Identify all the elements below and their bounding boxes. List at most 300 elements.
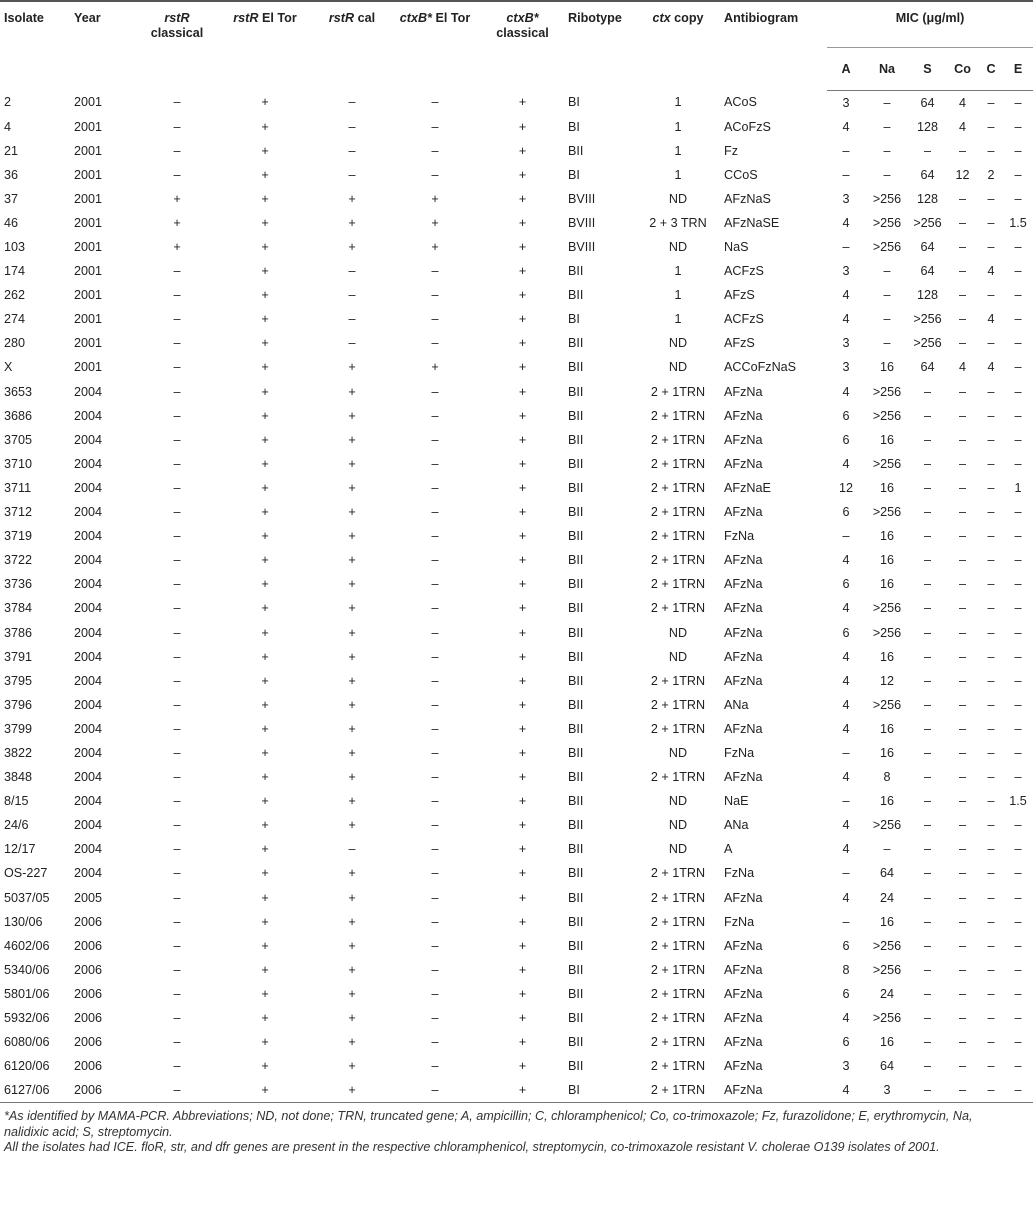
table-cell: 6 <box>842 577 850 592</box>
col-isolate: Isolate <box>0 1 70 90</box>
table-cell: + <box>518 649 527 664</box>
table-cell: BII <box>568 360 584 375</box>
table-cell: BVIII <box>568 240 596 255</box>
table-cell: + <box>518 890 527 905</box>
table-cell: – <box>958 577 966 592</box>
table-cell: 2 + 1TRN <box>650 866 706 881</box>
table-cell: >256 <box>913 336 942 351</box>
table-cell: 130/06 <box>4 914 43 929</box>
table-cell: – <box>923 914 931 929</box>
table-cell: – <box>1014 914 1022 929</box>
table-cell: 2001 <box>74 288 103 303</box>
table-cell: + <box>431 360 439 375</box>
table-cell: – <box>173 336 181 351</box>
table-cell: >256 <box>872 505 902 520</box>
table-cell: – <box>987 914 995 929</box>
table-cell: 5340/06 <box>4 962 50 977</box>
table-cell: 4 <box>842 1011 850 1026</box>
table-cell: – <box>842 866 850 881</box>
table-cell: – <box>431 312 439 327</box>
table-cell: – <box>1014 986 1022 1001</box>
table-cell: – <box>348 167 356 182</box>
table-cell: – <box>431 818 439 833</box>
table-cell: 4 <box>842 649 850 664</box>
table-cell: – <box>1003 1078 1033 1103</box>
table-cell: 2 + 1TRN <box>650 1011 706 1026</box>
table-cell: – <box>958 191 966 206</box>
table-row <box>0 693 1033 717</box>
table-cell: – <box>958 842 966 857</box>
table-cell: BII <box>568 505 584 520</box>
table-cell: – <box>173 1059 181 1074</box>
table-cell: + <box>518 215 527 230</box>
table-cell: NaE <box>724 794 749 809</box>
table-cell: 4602/06 <box>4 938 50 953</box>
table-cell: + <box>261 938 269 953</box>
table-cell: 2 + 1TRN <box>650 962 706 977</box>
table-cell: – <box>431 890 439 905</box>
table-cell: – <box>1014 264 1022 279</box>
table-cell: 2001 <box>74 360 103 375</box>
table-cell: AFzNa <box>724 1059 763 1074</box>
table-cell: BII <box>568 914 584 929</box>
table-cell: + <box>518 818 527 833</box>
table-cell: + <box>518 143 527 158</box>
table-cell: – <box>431 1011 439 1026</box>
table-cell: 2 + 1TRN <box>650 408 706 423</box>
table-cell: + <box>518 384 527 399</box>
table-cell: – <box>842 167 850 182</box>
table-cell: + <box>518 842 527 857</box>
table-cell: – <box>1014 360 1022 375</box>
table-cell: – <box>958 890 966 905</box>
table-row <box>0 115 1033 139</box>
table-cell: ANa <box>724 697 749 712</box>
table-cell: 3736 <box>4 577 33 592</box>
table-cell: 2 + 1TRN <box>650 770 706 785</box>
table-cell: – <box>173 408 181 423</box>
table-cell: – <box>958 264 966 279</box>
table-cell: – <box>987 866 995 881</box>
table-cell: 4 <box>842 456 850 471</box>
table-cell: BII <box>568 1035 584 1050</box>
table-cell: AFzNa <box>724 432 763 447</box>
table-cell: 8 <box>883 770 891 785</box>
table-cell: 16 <box>879 480 894 495</box>
col-rstr-classical: rstR classical <box>135 1 219 90</box>
mic-col-a: A <box>827 47 865 90</box>
table-cell: – <box>883 167 891 182</box>
table-cell: 16 <box>879 721 894 736</box>
table-cell: – <box>1014 842 1022 857</box>
table-cell: – <box>923 842 931 857</box>
table-cell: – <box>173 649 181 664</box>
table-cell: 4 <box>842 890 850 905</box>
table-cell: – <box>1014 529 1022 544</box>
table-row <box>0 283 1033 307</box>
table-cell: 16 <box>879 553 894 568</box>
table-cell: – <box>987 408 995 423</box>
table-cell: + <box>518 625 527 640</box>
table-cell: – <box>958 336 966 351</box>
table-row <box>0 259 1033 283</box>
table-cell: – <box>946 1078 979 1103</box>
table-cell: + <box>311 1078 393 1103</box>
table-cell: + <box>518 697 527 712</box>
table-row <box>0 886 1033 910</box>
table-cell: – <box>923 408 931 423</box>
table-cell: 2 + 1TRN <box>650 505 706 520</box>
table-cell: – <box>173 866 181 881</box>
table-cell: 3711 <box>4 480 32 495</box>
table-cell: AFzNa <box>724 601 763 616</box>
table-cell: >256 <box>872 384 902 399</box>
table-cell: – <box>987 505 995 520</box>
table-cell: 6 <box>842 938 850 953</box>
table-cell: – <box>923 962 931 977</box>
table-cell: – <box>431 553 439 568</box>
table-cell: – <box>923 721 931 736</box>
table-cell: – <box>431 1035 439 1050</box>
table-cell: 4 <box>958 119 966 134</box>
table-cell: – <box>923 745 931 760</box>
table-cell: 64 <box>879 866 894 881</box>
table-cell: FzNa <box>724 745 755 760</box>
table-cell: + <box>261 432 269 447</box>
table-cell: 3686 <box>4 408 33 423</box>
table-cell: 4 <box>958 360 966 375</box>
table-cell: + <box>348 432 356 447</box>
table-cell: 2 + 1TRN <box>650 577 706 592</box>
table-cell: 24 <box>879 986 894 1001</box>
table-cell: AFzNa <box>724 1078 827 1103</box>
table-cell: 2006 <box>74 1059 103 1074</box>
table-cell: 1 <box>674 288 682 303</box>
table-cell: – <box>431 167 439 182</box>
table-cell: ACFzS <box>724 264 764 279</box>
table-cell: 64 <box>920 264 935 279</box>
table-cell: – <box>987 143 995 158</box>
table-cell: 6 <box>842 986 850 1001</box>
table-cell: 5932/06 <box>4 1011 50 1026</box>
table-cell: 6 <box>842 505 850 520</box>
mic-col-s: S <box>909 47 946 90</box>
col-ctxb-eltor: ctxB* El Tor <box>393 1 477 90</box>
table-cell: 2004 <box>74 770 103 785</box>
table-cell: 2004 <box>74 625 103 640</box>
table-cell: – <box>958 721 966 736</box>
table-cell: ND <box>668 745 688 760</box>
table-cell: + <box>261 625 269 640</box>
table-cell: 4 <box>842 721 850 736</box>
table-cell: 1 <box>674 95 682 110</box>
table-cell: – <box>883 143 891 158</box>
table-cell: – <box>1014 119 1022 134</box>
table-cell: BII <box>568 480 584 495</box>
table-row <box>0 910 1033 934</box>
table-cell: 1 <box>674 167 682 182</box>
table-cell: – <box>135 1078 219 1103</box>
table-cell: 6120/06 <box>4 1059 50 1074</box>
table-cell: 37 <box>4 191 19 206</box>
table-cell: AFzNa <box>724 673 763 688</box>
table-cell: – <box>431 432 439 447</box>
table-cell: + <box>261 1035 269 1050</box>
table-cell: + <box>261 842 269 857</box>
table-cell: 2 + 1TRN <box>650 480 706 495</box>
table-cell: – <box>958 673 966 688</box>
table-cell: 4 <box>842 288 850 303</box>
table-cell: – <box>173 95 181 110</box>
table-cell: – <box>842 745 850 760</box>
table-cell: – <box>923 601 931 616</box>
table-cell: + <box>348 794 356 809</box>
table-row <box>0 404 1033 428</box>
table-cell: – <box>923 818 931 833</box>
table-cell: AFzNa <box>724 890 763 905</box>
table-cell: – <box>173 529 181 544</box>
table-cell: – <box>987 384 995 399</box>
table-cell: – <box>431 577 439 592</box>
table-cell: >256 <box>872 697 902 712</box>
table-cell: BII <box>568 890 584 905</box>
table-cell: – <box>883 288 891 303</box>
table-cell: 6 <box>842 408 850 423</box>
table-cell: 6 <box>842 432 850 447</box>
table-cell: – <box>431 601 439 616</box>
table-cell: 2005 <box>74 890 103 905</box>
table-cell: BII <box>568 673 584 688</box>
table-row <box>0 789 1033 813</box>
table-cell: AFzNa <box>724 456 763 471</box>
table-cell: – <box>1014 938 1022 953</box>
table-cell: – <box>348 336 356 351</box>
table-cell: – <box>987 794 995 809</box>
table-cell: – <box>958 384 966 399</box>
table-cell: 2 + 1TRN <box>650 914 706 929</box>
table-cell: 2 + 1TRN <box>650 1035 706 1050</box>
table-cell: – <box>173 697 181 712</box>
table-cell: AFzNa <box>724 962 763 977</box>
table-cell: – <box>923 986 931 1001</box>
table-cell: – <box>1014 312 1022 327</box>
table-cell: BII <box>568 1059 584 1074</box>
table-cell: >256 <box>872 818 902 833</box>
table-cell: 5037/05 <box>4 890 50 905</box>
table-cell: – <box>958 480 966 495</box>
table-cell: 4 <box>827 1078 865 1103</box>
table-cell: 6080/06 <box>4 1035 50 1050</box>
table-cell: 174 <box>4 264 26 279</box>
table-cell: – <box>958 1011 966 1026</box>
table-cell: – <box>173 818 181 833</box>
table-cell: – <box>1014 866 1022 881</box>
table-cell: – <box>987 240 995 255</box>
table-cell: – <box>431 697 439 712</box>
table-cell: – <box>1014 505 1022 520</box>
table-cell: – <box>431 336 439 351</box>
table-row <box>0 1078 1033 1103</box>
table-cell: 16 <box>879 432 894 447</box>
table-cell: 16 <box>879 745 894 760</box>
table-row <box>0 596 1033 620</box>
table-cell: + <box>518 505 527 520</box>
table-cell: BII <box>568 601 584 616</box>
table-row <box>0 837 1033 861</box>
table-cell: BII <box>568 842 584 857</box>
table-cell: – <box>348 119 356 134</box>
table-cell: + <box>348 745 356 760</box>
table-cell: BVIII <box>568 191 596 206</box>
table-cell: ND <box>668 240 688 255</box>
table-cell: – <box>1014 649 1022 664</box>
table-cell: – <box>987 601 995 616</box>
table-row <box>0 1030 1033 1054</box>
table-cell: + <box>518 288 527 303</box>
table-cell: – <box>431 95 439 110</box>
table-cell: 3 <box>842 1059 850 1074</box>
table-cell: 4 <box>842 601 850 616</box>
table-cell: + <box>348 480 356 495</box>
table-cell: + <box>348 721 356 736</box>
table-cell: – <box>923 938 931 953</box>
table-cell: – <box>987 1035 995 1050</box>
table-cell: 3719 <box>4 529 33 544</box>
table-cell: + <box>261 480 269 495</box>
table-cell: + <box>348 215 356 230</box>
table-cell: – <box>173 721 181 736</box>
table-cell: + <box>261 673 269 688</box>
table-cell: + <box>518 673 527 688</box>
table-cell: – <box>958 770 966 785</box>
table-cell: – <box>923 480 931 495</box>
table-cell: + <box>348 914 356 929</box>
table-cell: 46 <box>4 215 19 230</box>
table-cell: BVIII <box>568 215 596 230</box>
table-cell: 12 <box>879 673 894 688</box>
table-cell: 2006 <box>70 1078 135 1103</box>
col-ctxb-classical: ctxB* classical <box>477 1 568 90</box>
table-cell: – <box>1014 1035 1022 1050</box>
table-cell: + <box>261 505 269 520</box>
table-cell: – <box>173 456 181 471</box>
table-cell: 8 <box>842 962 850 977</box>
table-cell: + <box>173 215 181 230</box>
table-cell: – <box>431 866 439 881</box>
table-row <box>0 428 1033 452</box>
col-ctx-copy: ctx copy <box>632 1 724 90</box>
table-cell: – <box>923 673 931 688</box>
table-cell: 2 + 1TRN <box>650 432 706 447</box>
table-cell: – <box>958 529 966 544</box>
table-cell: – <box>348 312 356 327</box>
table-cell: + <box>518 553 527 568</box>
table-cell: – <box>431 794 439 809</box>
table-cell: 2004 <box>74 553 103 568</box>
table-cell: – <box>958 649 966 664</box>
table-cell: + <box>261 697 269 712</box>
table-cell: – <box>987 456 995 471</box>
table-cell: – <box>987 553 995 568</box>
table-cell: 64 <box>920 167 935 182</box>
table-cell: – <box>1014 601 1022 616</box>
table-cell: 21 <box>4 143 19 158</box>
table-cell: 3653 <box>4 384 33 399</box>
table-cell: FzNa <box>724 914 755 929</box>
table-cell: – <box>987 890 995 905</box>
table-cell: 2006 <box>74 938 103 953</box>
table-cell: + <box>261 529 269 544</box>
table-cell: 8/15 <box>4 794 29 809</box>
table-cell: 2004 <box>74 721 103 736</box>
table-row <box>0 211 1033 235</box>
table-cell: 3791 <box>4 649 33 664</box>
table-cell: – <box>883 95 891 110</box>
table-cell: – <box>923 697 931 712</box>
table-cell: ND <box>668 818 688 833</box>
table-cell: 128 <box>916 191 938 206</box>
table-cell: 2 + 1TRN <box>650 1059 706 1074</box>
table-cell: – <box>348 143 356 158</box>
table-cell: – <box>987 95 995 110</box>
table-cell: – <box>958 938 966 953</box>
footnote-genes: All the isolates had ICE. floR, str, and dfr genes are present in the respective chloramphenicol, streptomycin, co-trimoxazole resistant V. cholerae O139 isolates of 2001. <box>4 1140 940 1155</box>
table-cell: – <box>173 167 181 182</box>
table-cell: 3795 <box>4 673 33 688</box>
table-cell: – <box>958 143 966 158</box>
table-cell: – <box>1014 456 1022 471</box>
table-cell: – <box>173 625 181 640</box>
table-cell: + <box>261 818 269 833</box>
table-cell: BII <box>568 577 584 592</box>
table-cell: 64 <box>920 360 935 375</box>
table-cell: 12/17 <box>4 842 36 857</box>
table-cell: – <box>1014 625 1022 640</box>
table-cell: 1.5 <box>1009 215 1027 230</box>
table-cell: – <box>923 553 931 568</box>
table-cell: 24 <box>879 890 894 905</box>
table-cell: + <box>518 95 527 110</box>
table-cell: + <box>348 890 356 905</box>
table-cell: BI <box>568 119 580 134</box>
table-cell: 1 <box>674 143 682 158</box>
table-cell: NaS <box>724 240 749 255</box>
table-cell: – <box>173 673 181 688</box>
table-cell: – <box>987 529 995 544</box>
table-cell: + <box>261 408 269 423</box>
table-cell: 4 <box>842 215 850 230</box>
table-row <box>0 717 1033 741</box>
table-cell: 2004 <box>74 866 103 881</box>
table-cell: 64 <box>920 95 935 110</box>
mic-col-c: C <box>979 47 1003 90</box>
table-cell: 2004 <box>74 649 103 664</box>
table-cell: + <box>348 625 356 640</box>
table-cell: AFzS <box>724 288 755 303</box>
table-cell: + <box>261 770 269 785</box>
table-cell: AFzS <box>724 336 755 351</box>
table-cell: AFzNa <box>724 384 763 399</box>
table-cell: + <box>348 770 356 785</box>
table-cell: X <box>4 360 13 375</box>
table-cell: + <box>261 336 269 351</box>
table-cell: – <box>431 914 439 929</box>
table-row <box>0 331 1033 355</box>
table-cell: – <box>1014 1059 1022 1074</box>
table-cell: – <box>923 456 931 471</box>
table-cell: 2 + 1TRN <box>650 456 706 471</box>
table-cell: + <box>431 215 439 230</box>
